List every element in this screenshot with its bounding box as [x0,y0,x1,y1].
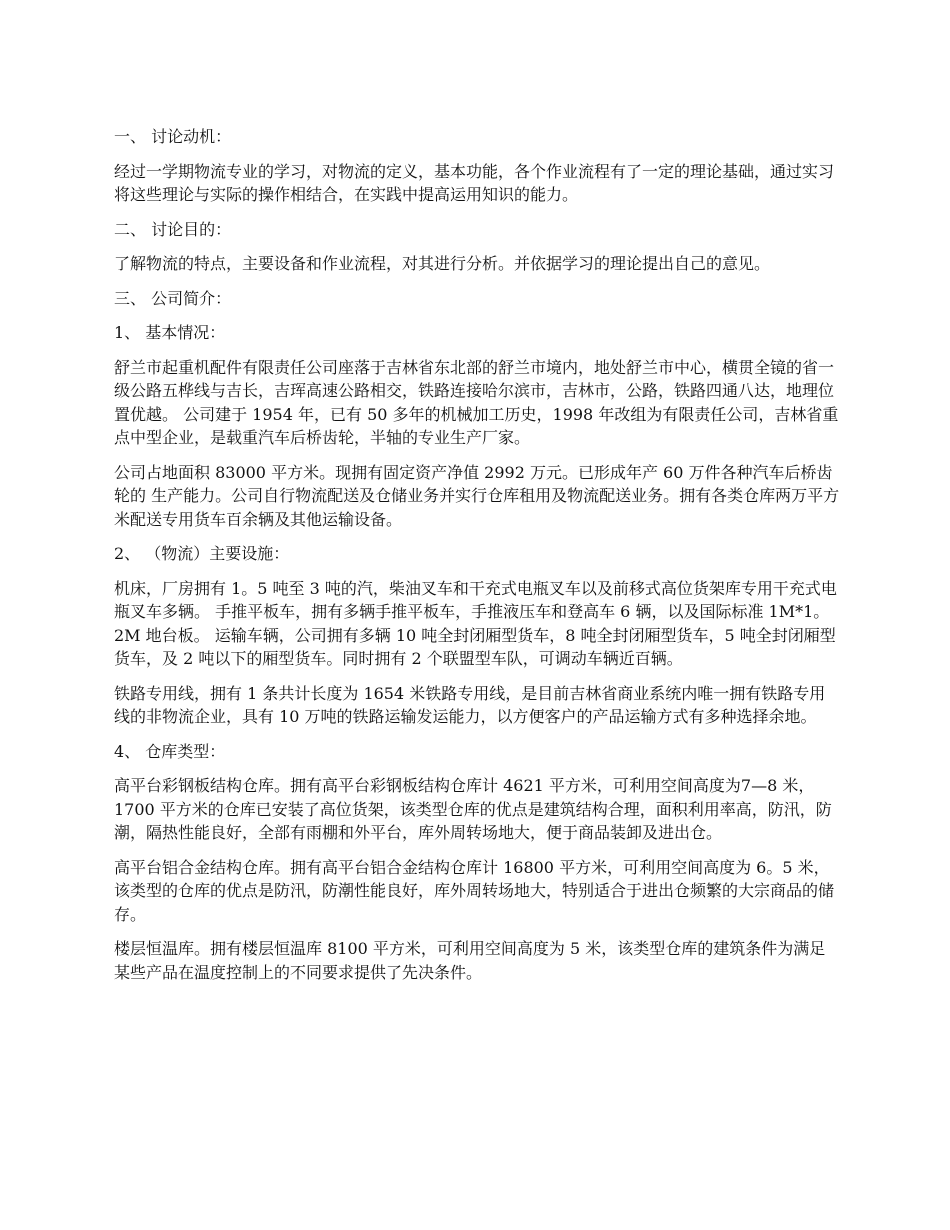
subheading-basic-info: 1、 基本情况： [114,323,226,342]
subheading-warehouse-types: 4、 仓库类型： [114,741,226,761]
paragraph-aluminum-warehouse: 高平台铝合金结构仓库。拥有高平台铝合金结构仓库计 16800 平方米，可利用空间高度为 6。5 米，该类型的仓库的优点是防汛，防潮性能良好，库外周转场地大，特别适合于进出仓频繁的大宗商品的储存。 [114,857,835,924]
paragraph-motivation: 经过一学期物流专业的学习，对物流的定义，基本功能，各个作业流程有了一定的理论基础，通过实习将这些理论与实际的操作相结合，在实践中提高运用知识的能力。 [114,161,835,204]
paragraph-railway: 铁路专用线，拥有 1 条共计长度为 1654 米铁路专用线，是目前吉林省商业系统内唯一拥有铁路专用线的非物流企业，具有 10 万吨的铁路运输发运能力，以方便客户的产品运输方式有多种选择余地。 [114,683,826,726]
paragraph-vehicles: 机床，厂房拥有 1。5 吨至 3 吨的汽，柴油叉车和干充式电瓶叉车以及前移式高位货架库专用干充式电瓶叉车多辆。 手推平板车，拥有多辆手推平板车，手推液压车和登高车 6 辆，以及国际标准 1M*1。2M 地台板。 运输车辆，公司拥有多辆 10 吨全封闭厢型货车，8 吨全封闭厢型货车，5 吨全封闭厢型货车，及 2 吨以下的厢型货车。同时拥有 2 个联盟型车队，可调动车辆近百辆。 [114,578,837,668]
paragraph-thermostatic-warehouse: 楼层恒温库。拥有楼层恒温库 8100 平方米，可利用空间高度为 5 米，该类型仓库的建筑条件为满足某些产品在温度控制上的不同要求提供了先决条件。 [114,939,826,982]
paragraph-assets: 公司占地面积 83000 平方米。现拥有固定资产净值 2992 万元。已形成年产 60 万件各种汽车后桥齿轮的 生产能力。公司自行物流配送及仓储业务并实行仓库租用及物流配送业务。拥有各类仓库两万平方米配送专用货车百余辆及其他运输设备。 [114,462,840,529]
paragraph-purpose: 了解物流的特点，主要设备和作业流程，对其进行分析。并依据学习的理论提出自己的意见。 [114,254,771,273]
paragraph-basic-info: 舒兰市起重机配件有限责任公司座落于吉林省东北部的舒兰市境内，地处舒兰市中心，横贯全镜的省一级公路五桦线与吉长，吉珲高速公路相交，铁路连接哈尔滨市，吉林市，公路，铁路四通八达，地理位置优越。 公司建于 1954 年，已有 50 多年的机械加工历史，1998 年改组为有限责任公司，吉林省重点中型企业，是载重汽车后桥齿轮，半轴的专业生产厂家。 [114,357,839,447]
section-heading-company-intro: 三、 公司简介： [114,288,232,308]
section-heading-purpose: 二、 讨论目的： [114,219,232,239]
section-heading-motivation: 一、 讨论动机： [114,127,232,146]
document-body [114,125,840,995]
subheading-logistics-facilities: 2、 （物流）主要设施： [114,544,290,563]
paragraph-steel-warehouse: 高平台彩钢板结构仓库。拥有高平台彩钢板结构仓库计 4621 平方米，可利用空间高度为7—8 米， 1700 平方米的仓库已安装了高位货架，该类型仓库的优点是建筑结构合理，面积利用率高，防汛，防潮，隔热性能良好，全部有雨棚和外平台，库外周转场地大，便于商品装卸及进出仓。 [114,776,832,842]
